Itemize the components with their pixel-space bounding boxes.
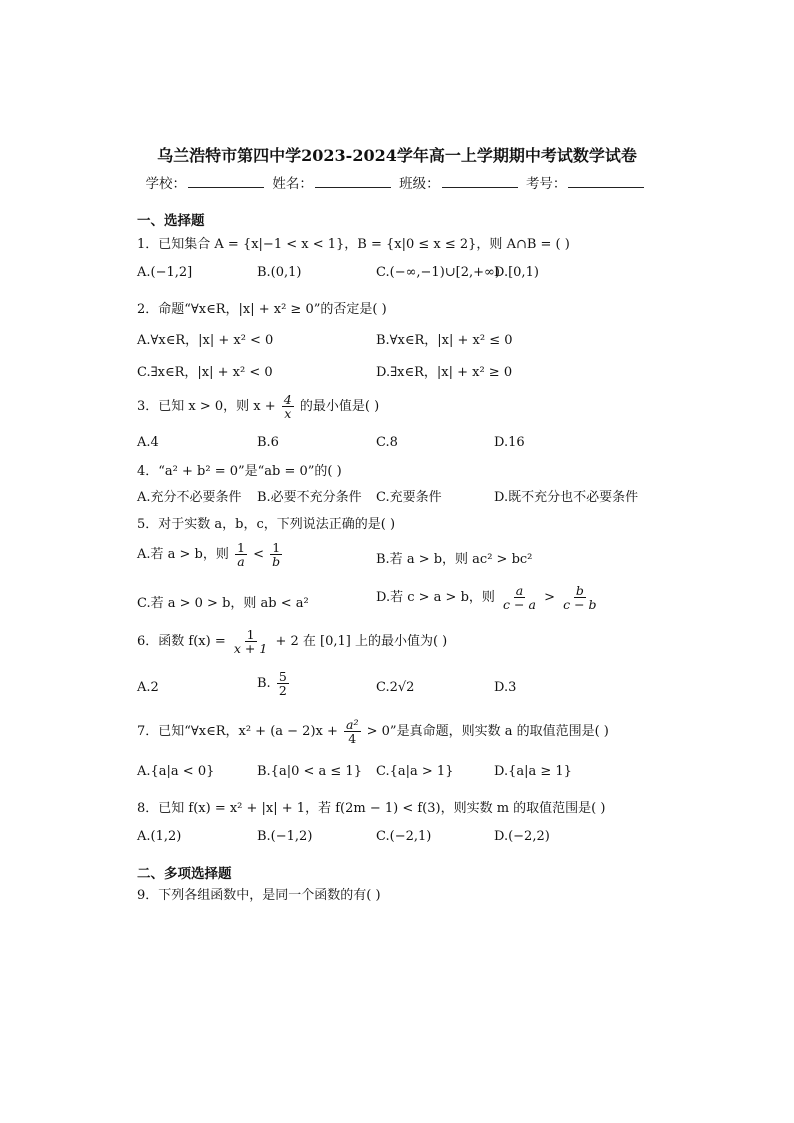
q8-option-c: C.(−2,1) — [376, 829, 432, 844]
q5-a-num-2: 1 — [272, 540, 281, 555]
class-label: 班级： — [399, 176, 440, 192]
q5-d-num-1: a — [515, 583, 524, 598]
exam-title: 乌兰浩特市第四中学2023-2024学年高一上学期期中考试数学试卷 — [157, 146, 637, 165]
q4-option-a: A.充分不必要条件 — [137, 490, 242, 505]
q6-fraction-numerator: 1 — [246, 627, 255, 642]
q3-prefix: 3．已知 x > 0，则 x + — [137, 399, 276, 415]
q5-d-operator: > — [544, 590, 555, 606]
q1-option-b: B.(0,1) — [257, 265, 302, 280]
q6-option-c: C.2√2 — [376, 680, 415, 695]
q6-b-denominator: 2 — [278, 683, 287, 699]
q7-option-c: C.{a|a > 1} — [376, 764, 454, 779]
q3-option-d: D.16 — [494, 435, 525, 450]
q2-option-b: B.∀x∈R，|x| + x² ≤ 0 — [376, 333, 513, 348]
student-info-line — [0, 172, 794, 192]
question-6 — [137, 628, 447, 655]
q5-option-a — [137, 541, 284, 568]
q6-fraction — [232, 628, 269, 655]
q7-option-b: B.{a|0 < a ≤ 1} — [257, 764, 362, 779]
q7-prefix: 7．已知“∀x∈R，x² + (a − 2)x + — [137, 724, 338, 740]
exam-number-blank — [568, 177, 644, 188]
q2-option-a: A.∀x∈R，|x| + x² < 0 — [137, 333, 274, 348]
q5-d-fraction-2 — [561, 584, 598, 611]
q7-fraction-numerator: a² — [346, 717, 359, 732]
school-label: 学校： — [145, 176, 187, 192]
question-9: 9．下列各组函数中，是同一个函数的有( ) — [137, 888, 381, 903]
q4-option-b: B.必要不充分条件 — [257, 490, 362, 505]
q6-option-b — [257, 670, 291, 697]
q1-option-d: D.[0,1) — [494, 265, 539, 280]
q6-b-numerator: 5 — [278, 669, 287, 684]
question-3 — [137, 393, 379, 420]
section-heading-choice: 一、选择题 — [137, 213, 205, 229]
q5-a-fraction-2 — [270, 541, 282, 568]
q5-d-num-2: b — [575, 583, 584, 598]
q1-option-a: A.(−1,2] — [137, 265, 193, 280]
q3-suffix: 的最小值是( ) — [299, 399, 380, 415]
q3-option-a: A.4 — [137, 435, 159, 450]
question-5: 5．对于实数 a，b，c，下列说法正确的是( ) — [137, 517, 396, 532]
q5-a-den-2: b — [272, 554, 281, 570]
q5-option-d — [376, 584, 601, 611]
q3-fraction-denominator: x — [284, 406, 292, 422]
q5-option-b: B.若 a > b，则 ac² > bc² — [376, 552, 533, 567]
name-label: 姓名： — [272, 176, 313, 192]
q4-option-c: C.充要条件 — [376, 490, 442, 505]
class-blank — [442, 177, 518, 188]
q6-b-fraction — [277, 670, 289, 697]
q3-fraction — [282, 393, 294, 420]
q6-fraction-denominator: x + 1 — [233, 641, 268, 657]
q8-option-d: D.(−2,2) — [494, 829, 550, 844]
q5-a-operator: < — [253, 547, 265, 563]
question-2: 2．命题“∀x∈R，|x| + x² ≥ 0”的否定是( ) — [137, 302, 387, 317]
q7-fraction — [344, 718, 360, 745]
q6-suffix: + 2 在 [0,1] 上的最小值为( ) — [275, 634, 448, 650]
q2-option-c: C.∃x∈R，|x| + x² < 0 — [137, 365, 273, 380]
q5-option-c: C.若 a > 0 > b，则 ab < a² — [137, 596, 309, 611]
name-blank — [315, 177, 391, 188]
q1-option-c: C.(−∞,−1)∪[2,+∞) — [376, 265, 500, 280]
q8-option-b: B.(−1,2) — [257, 829, 313, 844]
q5-a-den-1: a — [237, 554, 245, 570]
q2-option-d: D.∃x∈R，|x| + x² ≥ 0 — [376, 365, 513, 380]
q5-d-fraction-1 — [501, 584, 538, 611]
question-8: 8．已知 f(x) = x² + |x| + 1，若 f(2m − 1) < f(3)，则实数 m 的取值范围是( ) — [137, 801, 606, 816]
section-heading-multiple-choice: 二、多项选择题 — [137, 866, 232, 882]
q6-b-prefix: B. — [257, 676, 271, 692]
q5-a-num-1: 1 — [237, 540, 245, 555]
question-4: 4．“a² + b² = 0”是“ab = 0”的( ) — [137, 464, 342, 479]
q7-fraction-denominator: 4 — [348, 731, 357, 747]
exam-number-label: 考号： — [525, 176, 567, 192]
q6-prefix: 6．函数 f(x) = — [137, 634, 226, 650]
q5-d-den-2: c − b — [563, 597, 597, 613]
q3-fraction-numerator: 4 — [283, 392, 292, 407]
school-blank — [188, 177, 264, 188]
q5-d-den-1: c − a — [503, 597, 536, 613]
question-7 — [137, 718, 609, 745]
q5-a-fraction-1 — [235, 541, 247, 568]
q6-option-a: A.2 — [137, 680, 159, 695]
q7-option-a: A.{a|a < 0} — [137, 764, 215, 779]
q5-d-prefix: D.若 c > a > b，则 — [376, 590, 495, 606]
q4-option-d: D.既不充分也不必要条件 — [494, 490, 639, 505]
question-1: 1．已知集合 A = {x|−1 < x < 1}，B = {x|0 ≤ x ≤ 2}，则 A∩B = ( ) — [137, 237, 570, 252]
q3-option-b: B.6 — [257, 435, 279, 450]
q6-option-d: D.3 — [494, 680, 517, 695]
q8-option-a: A.(1,2) — [137, 829, 182, 844]
q3-option-c: C.8 — [376, 435, 398, 450]
q5-a-prefix: A.若 a > b，则 — [137, 547, 229, 563]
q7-option-d: D.{a|a ≥ 1} — [494, 764, 572, 779]
q7-suffix: > 0”是真命题，则实数 a 的取值范围是( ) — [366, 724, 609, 740]
